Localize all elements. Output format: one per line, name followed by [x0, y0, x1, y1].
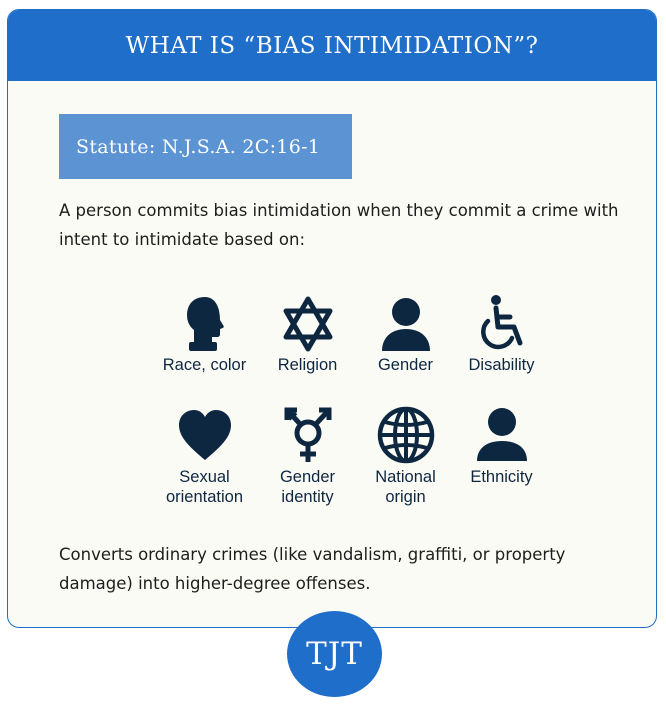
logo-text: TJT: [306, 636, 363, 672]
heart-icon: [175, 405, 235, 465]
category-label: Race, color: [162, 356, 247, 374]
category-religion: [259, 293, 356, 375]
category-label: Ethnicity: [470, 468, 533, 486]
category-disability: [453, 293, 550, 375]
category-sexual-orientation: [156, 405, 253, 507]
closing-text: Converts ordinary crimes (like vandalism, graffiti, or property damage) into higher-degree offenses.: [59, 545, 566, 593]
globe-icon: [376, 405, 436, 465]
brand-logo: [287, 611, 382, 697]
category-label: National origin: [375, 468, 436, 506]
info-card: [7, 9, 657, 628]
person-head-profile-icon: [175, 293, 235, 353]
person-icon: [472, 405, 532, 465]
category-national-origin: [357, 405, 454, 507]
card-header: [8, 10, 656, 81]
category-label: Sexual orientation: [165, 468, 244, 506]
intro-text: A person commits bias intimidation when they commit a crime with intent to intimidate based on:: [59, 201, 619, 249]
transgender-symbol-icon: [278, 405, 338, 465]
wheelchair-icon: [472, 293, 532, 353]
statute-badge: [59, 114, 352, 179]
statute-label: Statute: N.J.S.A. 2C:16-1: [76, 135, 321, 158]
category-race-color: [156, 293, 253, 375]
category-label: Religion: [277, 356, 338, 374]
page-title: WHAT IS “BIAS INTIMIDATION”?: [125, 32, 539, 59]
category-label: Gender: [377, 356, 434, 374]
protected-categories-grid: [156, 293, 546, 506]
category-label: Disability: [468, 356, 535, 374]
star-of-david-icon: [278, 293, 338, 353]
category-gender: [357, 293, 454, 375]
category-gender-identity: [259, 405, 356, 507]
category-label: Gender identity: [279, 468, 336, 506]
category-ethnicity: [453, 405, 550, 487]
person-icon: [376, 293, 436, 353]
